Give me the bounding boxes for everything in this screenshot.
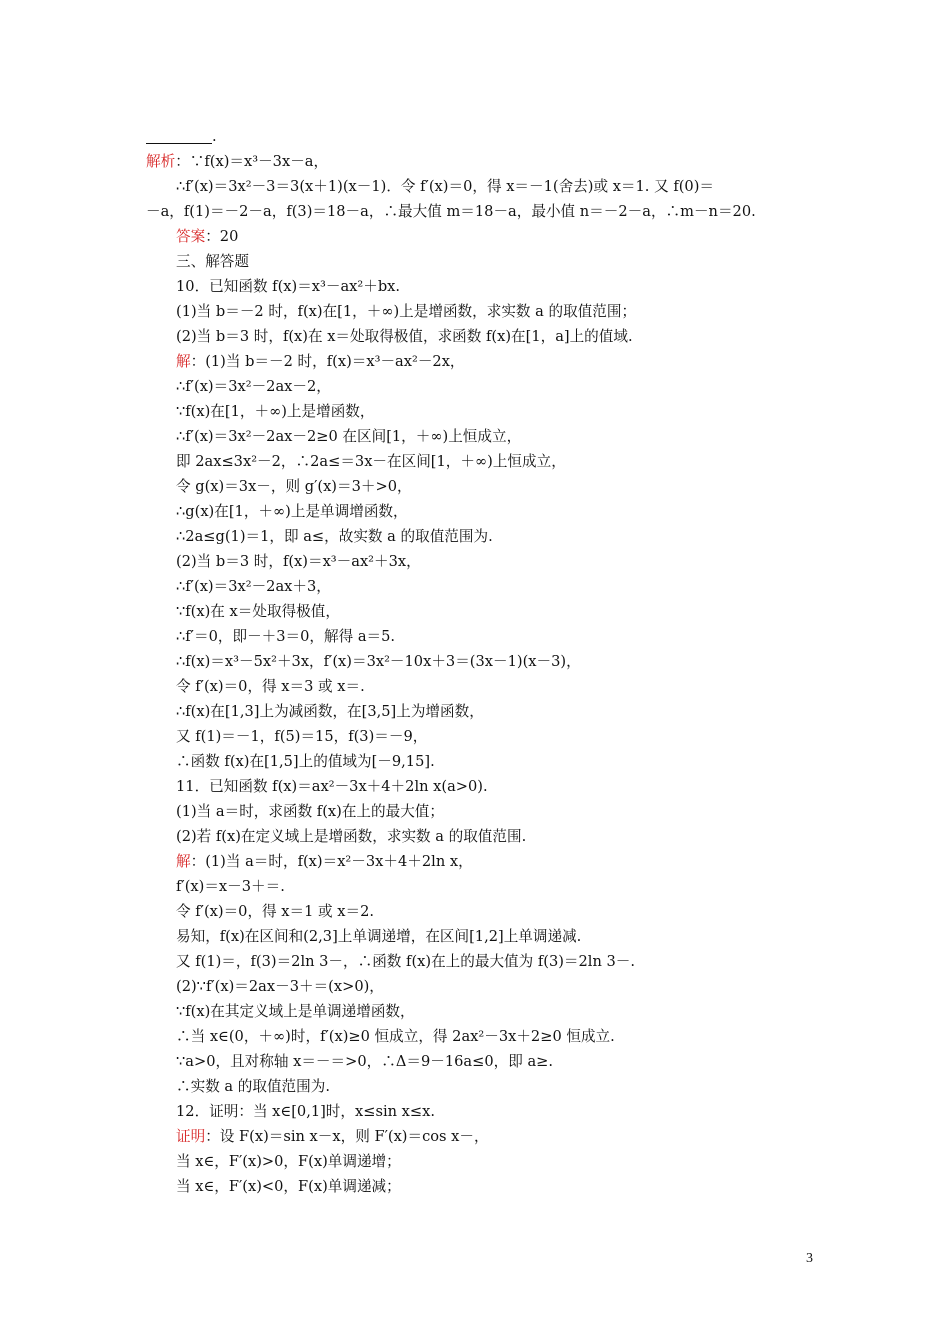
solution-label: 证明 [176,1128,206,1145]
line-text: ：(1)当 a＝时，f(x)＝x²－3x＋4＋2ln x， [190,853,473,870]
line-text: ：(1)当 b＝－2 时，f(x)＝x³－ax²－2x， [190,353,465,370]
text-line [146,724,826,749]
line-text: 即 2ax≤3x²－2，∴2a≤＝3x－在区间[1，＋∞)上恒成立， [176,453,566,470]
line-text: (2)∵f′(x)＝2ax－3＋＝(x>0)， [176,978,384,995]
text-line [146,874,826,899]
text-line [146,624,826,649]
line-text: 令 g(x)＝3x－，则 g′(x)＝3＋>0， [176,478,412,495]
text-line [146,1024,826,1049]
line-text: ：∵f(x)＝x³－3x－a， [175,153,329,170]
text-line [146,374,826,399]
text-line [146,749,826,774]
line-text: 当 x∈，F′(x)<0，F(x)单调递减； [176,1178,401,1195]
line-text: ∴f′＝0，即－＋3＝0，解得 a＝5. [176,628,396,645]
text-line [146,549,826,574]
line-text: 三、解答题 [176,253,249,270]
text-line [146,649,826,674]
text-line [146,924,826,949]
line-text: ∴g(x)在[1，＋∞)上是单调增函数， [176,503,408,520]
text-line [146,1099,826,1124]
text-line [146,999,826,1024]
text-line [146,899,826,924]
text-line [146,349,826,374]
text-line [146,949,826,974]
line-text: ∵f(x)在 x＝处取得极值， [176,603,340,620]
line-text: (1)当 a＝时，求函数 f(x)在上的最大值； [176,803,444,820]
line-text: ∴f′(x)＝3x²－3＝3(x＋1)(x－1)．令 f′(x)＝0，得 x＝－1(舍去)或 x＝1. 又 f(0)＝ [176,178,714,195]
line-text: 易知，f(x)在区间和(2,3]上单调递增，在区间[1,2]上单调递减. [176,928,582,945]
text-line [146,1074,826,1099]
line-text: (2)当 b＝3 时，f(x)在 x＝处取得极值，求函数 f(x)在[1，a]上的值域. [176,328,633,345]
text-line [146,974,826,999]
page-number: 3 [806,1251,813,1266]
line-text: ∵f(x)在[1，＋∞)上是增函数， [176,403,375,420]
text-line [146,774,826,799]
line-text: ∴f(x)＝x³－5x²＋3x，f′(x)＝3x²－10x＋3＝(3x－1)(x－3)， [176,653,581,670]
answer-blank [146,131,212,144]
line-text: －a，f(1)＝－2－a，f(3)＝18－a，∴最大值 m＝18－a，最小值 n＝－2－a，∴m－n＝20. [146,203,756,220]
line-text: (2)若 f(x)在定义域上是增函数，求实数 a 的取值范围. [176,828,527,845]
line-text: ∴函数 f(x)在[1,5]上的值域为[－9,15]. [176,753,435,770]
line-text: ：设 F(x)＝sin x－x，则 F′(x)＝cos x－， [205,1128,489,1145]
text-line [146,524,826,549]
line-text: ∴2a≤g(1)＝1，即 a≤，故实数 a 的取值范围为. [176,528,493,545]
line-text: 令 f′(x)＝0，得 x＝3 或 x＝. [176,678,365,695]
line-text: ∴实数 a 的取值范围为. [176,1078,330,1095]
line-text: . [212,128,217,145]
text-line [146,824,826,849]
line-text: ∴f′(x)＝3x²－2ax＋3， [176,578,331,595]
text-line [146,449,826,474]
solution-label: 答案 [176,228,206,245]
text-line [146,849,826,874]
line-text: ∵a>0，且对称轴 x＝－＝>0，∴Δ＝9－16a≤0，即 a≥. [176,1053,554,1070]
line-text: 10．已知函数 f(x)＝x³－ax²＋bx. [176,278,401,295]
line-text: ∴f′(x)＝3x²－2ax－2， [176,378,331,395]
line-text: f′(x)＝x－3＋＝. [176,878,285,895]
line-text: ：20 [205,228,239,245]
text-line [146,674,826,699]
text-line [146,799,826,824]
text-line [146,599,826,624]
text-line [146,1149,826,1174]
text-line [146,299,826,324]
line-text: (1)当 b＝－2 时，f(x)在[1，＋∞)上是增函数，求实数 a 的取值范围； [176,303,637,320]
text-line [146,574,826,599]
line-text: 又 f(1)＝，f(3)＝2ln 3－，∴函数 f(x)在上的最大值为 f(3)＝2ln 3－. [176,953,636,970]
text-line [146,174,826,199]
line-text: 当 x∈，F′(x)>0，F(x)单调递增； [176,1153,401,1170]
text-line [146,399,826,424]
text-line [146,324,826,349]
line-text: ∴当 x∈(0，＋∞)时，f′(x)≥0 恒成立，得 2ax²－3x＋2≥0 恒成立. [176,1028,615,1045]
document-body [146,124,826,1199]
text-line [146,474,826,499]
line-text: 又 f(1)＝－1，f(5)＝15，f(3)＝－9， [176,728,428,745]
text-line [146,199,826,224]
line-text: ∴f′(x)＝3x²－2ax－2≥0 在区间[1，＋∞)上恒成立， [176,428,522,445]
solution-label: 解析 [146,153,176,170]
line-text: ∵f(x)在其定义域上是单调递增函数， [176,1003,415,1020]
text-line [146,499,826,524]
text-line [146,699,826,724]
solution-label: 解 [176,853,191,870]
line-text: (2)当 b＝3 时，f(x)＝x³－ax²＋3x， [176,553,421,570]
text-line [146,424,826,449]
text-line [146,249,826,274]
line-text: 11．已知函数 f(x)＝ax²－3x＋4＋2ln x(a>0). [176,778,488,795]
solution-label: 解 [176,353,191,370]
line-text: ∴f(x)在[1,3]上为减函数，在[3,5]上为增函数， [176,703,484,720]
text-line [146,124,826,149]
text-line [146,1174,826,1199]
line-text: 12．证明：当 x∈[0,1]时，x≤sin x≤x. [176,1103,435,1120]
text-line [146,1124,826,1149]
line-text: 令 f′(x)＝0，得 x＝1 或 x＝2. [176,903,374,920]
text-line [146,149,826,174]
text-line [146,274,826,299]
text-line [146,1049,826,1074]
text-line [146,224,826,249]
